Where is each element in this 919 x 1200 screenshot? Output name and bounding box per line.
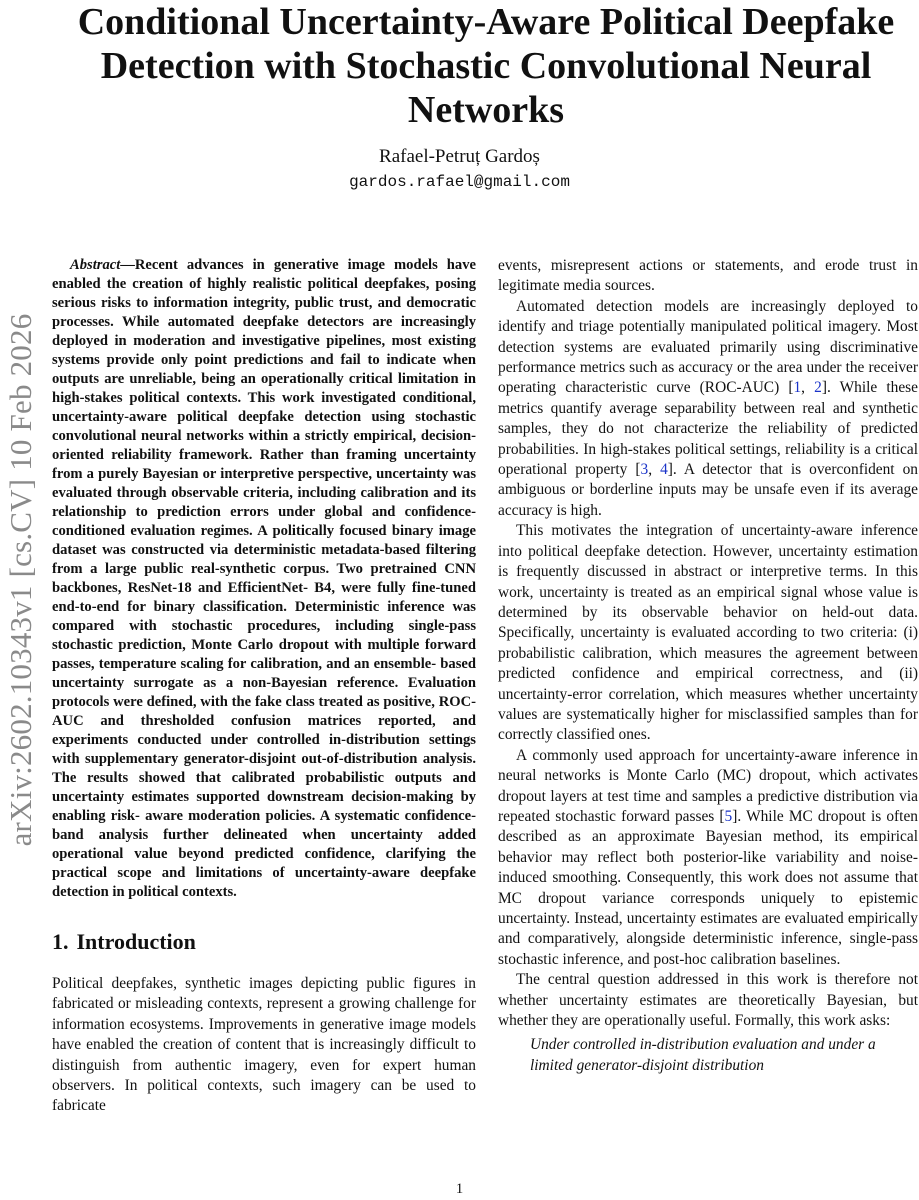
- text-run: ,: [648, 461, 661, 479]
- paper-title: Conditional Uncertainty-Aware Political Deepfake Detection with Stochastic Convolutional Neural Networks: [77, 1, 895, 131]
- text-run: ,: [801, 379, 815, 397]
- text-run: ]. While MC dropout is often described as an approximate Bayesian method, its empirical behavior may reflect both posterior-like variability and noise-induced smoothing. Consequently, this work does not assume that MC dropout variance corresponds uniquely to epistemic uncertainty. Instead, uncertainty estimates are evaluated empirically and comparatively, alongside deterministic inference, single-pass stochastic inference, and post-hoc calibration baselines.: [498, 807, 918, 968]
- author-email: gardos.rafael@gmail.com: [349, 173, 570, 191]
- text-run: A commonly used approach for uncertainty-aware inference in neural networks is Monte Carlo (MC) dropout, which activates dropout layers at test time and samples a predictive distribution via repeated stochastic forward passes [: [498, 746, 918, 825]
- intro-paragraph-3: This motivates the integration of uncertainty-aware inference into political deepfake detection. However, uncertainty estimation is frequently discussed in abstract or interpretive terms. In this work, uncertainty is treated as an empirical signal whose value is determined by its observable behavior on held-out data. Specifically, uncertainty is evaluated according to two criteria: (i) probabilistic calibration, which measures the agreement between predicted confidence and empirical correctness, and (ii) uncertainty-error correlation, which measures whether uncertainty values are systematically higher for misclassified samples than for correctly classified ones.: [498, 522, 918, 744]
- intro-paragraph-4: [498, 746, 918, 970]
- section-heading-introduction: [52, 928, 476, 956]
- intro-paragraph-2: [498, 297, 918, 521]
- citation-link[interactable]: 2: [814, 379, 822, 397]
- left-column: [52, 256, 476, 1117]
- intro-paragraph-1-continued: events, misrepresent actions or statements, and erode trust in legitimate media sources.: [498, 257, 918, 295]
- citation-link[interactable]: 1: [793, 379, 802, 397]
- intro-paragraph-5: The central question addressed in this work is therefore not whether uncertainty estimates are theoretically Bayesian, but whether they are operationally useful. Formally, this work asks:: [498, 971, 918, 1030]
- citation-link[interactable]: 3: [640, 461, 649, 479]
- text-run: ]. A detector that is overconfident on ambiguous or borderline inputs may be unsafe even if its average accuracy is high.: [498, 461, 918, 519]
- section-title: Introduction: [76, 929, 196, 954]
- research-question-quote: Under controlled in-distribution evaluation and under a limited generator-disjoint distribution: [530, 1036, 876, 1074]
- page-number: 1: [455, 1181, 464, 1197]
- abstract: [52, 256, 476, 902]
- author-name: Rafael-Petruț Gardoș: [379, 146, 540, 167]
- text-run: Automated detection models are increasingly deployed to identify and triage potentially manipulated political imagery. Most detection systems are evaluated primarily using discriminative performance metrics such as accuracy or the area under the receiver operating characteristic curve (ROC-AUC) [: [498, 297, 918, 397]
- abstract-text: —Recent advances in generative image models have enabled the creation of highly realistic political deepfakes, posing serious risks to information integrity, public trust, and democratic processes. While automated deepfake detectors are increasingly deployed in moderation and investigative pipelines, most existing systems provide only point predictions and fail to indicate when outputs are unreliable, being an operationally critical limitation in high-stakes political contexts. This work investigated conditional, uncertainty-aware political deepfake detection using stochastic convolutional neural networks within a strictly empirical, decision-oriented reliability framework. Rather than framing uncertainty from a purely Bayesian or interpretive perspective, uncertainty was evaluated through observable criteria, including calibration and its relationship to prediction errors under global and confidence-conditioned evaluation regimes. A politically focused binary image dataset was constructed via deterministic metadata-based filtering from a large public real-synthetic corpus. Two pretrained CNN backbones, ResNet-18 and EfficientNet- B4, were fully fine-tuned end-to-end for binary classification. Deterministic inference was compared with stochastic procedures, including single-pass stochastic prediction, Monte Carlo dropout with multiple forward passes, temperature scaling for calibration, and an ensemble- based uncertainty surrogate as a non-Bayesian reference. Evaluation protocols were defined, with the fake class treated as positive, ROC-AUC and thresholded confusion matrices reported, and experiments conducted under controlled in-distribution settings with supplementary generator-disjoint out-of-distribution analysis. The results showed that calibrated probabilistic outputs and uncertainty estimates supported downstream decision-making by enabling risk- aware moderation policies. A systematic confidence-band analysis further delineated when uncertainty added operational value beyond predicted confidence, clarifying the practical scope and limitations of uncertainty-aware deepfake detection in political contexts.: [52, 257, 476, 900]
- arxiv-identifier-margin: [3, 260, 38, 900]
- text-run: ]. While these metrics quantify average separability between real and synthetic samples, they do not characterize the reliability of predicted probabilities. In high-stakes political settings, reliability is a critical operational property [: [498, 379, 918, 479]
- intro-paragraph-1: Political deepfakes, synthetic images depicting public figures in fabricated or misleading contexts, represent a growing challenge for information ecosystems. Improvements in generative image models have enabled the creation of content that is increasingly difficult to distinguish from authentic imagery, even for expert human observers. In political contexts, such imagery can be used to fabricate: [52, 975, 476, 1115]
- arxiv-identifier: arXiv:2602.10343v1 [cs.CV] 10 Feb 2026: [3, 313, 38, 847]
- citation-link[interactable]: 4: [660, 461, 668, 479]
- section-number: 1.: [52, 929, 69, 954]
- right-column: [498, 256, 918, 1076]
- citation-link[interactable]: 5: [724, 807, 733, 825]
- abstract-label: Abstract: [70, 257, 121, 273]
